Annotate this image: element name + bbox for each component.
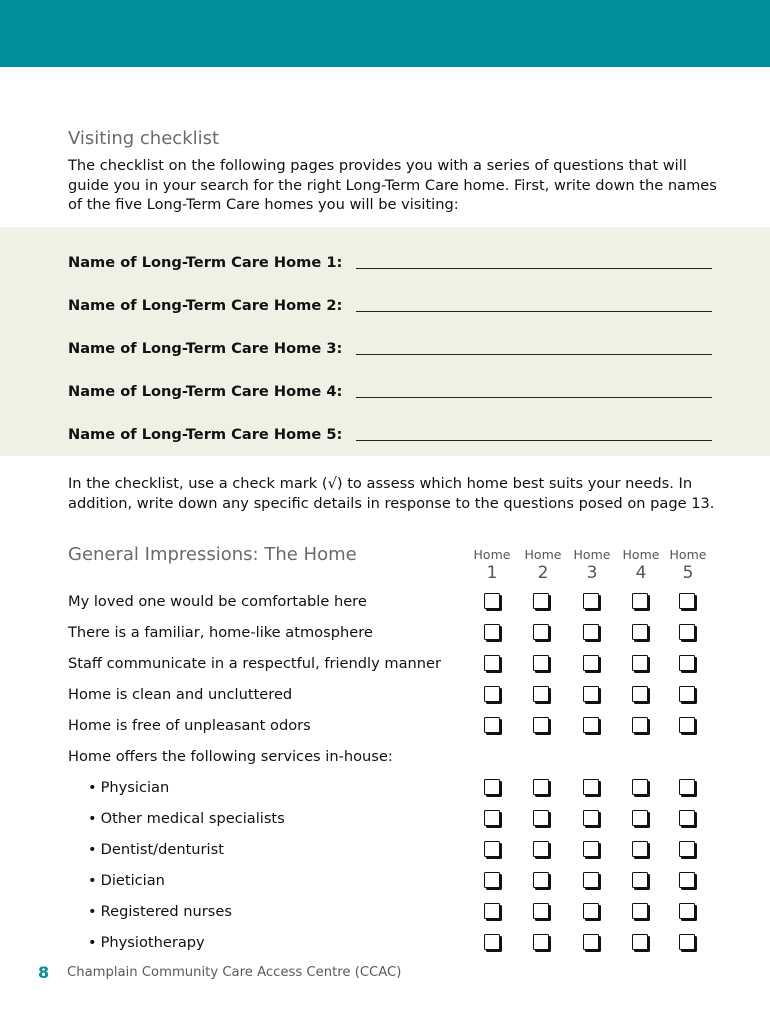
checkbox-home-4[interactable] bbox=[632, 624, 648, 640]
home-name-input-line[interactable] bbox=[356, 440, 712, 441]
checklist-item-label: Registered nurses bbox=[100, 903, 232, 920]
bullet-icon: • bbox=[88, 934, 97, 951]
checkbox-home-3[interactable] bbox=[583, 934, 599, 950]
checklist-item-text bbox=[88, 778, 169, 798]
checkbox-home-1[interactable] bbox=[484, 779, 500, 795]
home-name-label: Name of Long-Term Care Home 5: bbox=[68, 426, 343, 443]
checkbox-home-3[interactable] bbox=[583, 872, 599, 888]
home-column-number: 4 bbox=[635, 563, 647, 583]
checklist-item-label: Home is clean and uncluttered bbox=[68, 686, 293, 703]
checkbox-home-3[interactable] bbox=[583, 841, 599, 857]
checkbox-home-3[interactable] bbox=[583, 903, 599, 919]
checkbox-home-5[interactable] bbox=[679, 624, 695, 640]
checklist-item-text bbox=[68, 592, 367, 612]
home-column-header bbox=[470, 547, 514, 583]
checklist-item-text bbox=[88, 902, 232, 922]
checkbox-home-1[interactable] bbox=[484, 686, 500, 702]
checkbox-home-4[interactable] bbox=[632, 593, 648, 609]
checklist-item-label: Other medical specialists bbox=[100, 810, 285, 827]
home-name-row bbox=[68, 249, 712, 271]
checkbox-home-2[interactable] bbox=[533, 779, 549, 795]
home-name-label: Name of Long-Term Care Home 4: bbox=[68, 383, 343, 400]
home-column-number: 1 bbox=[486, 563, 498, 583]
home-name-row bbox=[68, 421, 712, 443]
intro-paragraph: The checklist on the following pages provides you with a series of questions that will guide you in your search for the right Long-Term Care home. First, write down the names of the five Long-Term Care homes you will be visiting: bbox=[68, 157, 717, 213]
checkbox-home-2[interactable] bbox=[533, 655, 549, 671]
checklist-item-label: Physician bbox=[100, 779, 170, 796]
checkbox-home-5[interactable] bbox=[679, 686, 695, 702]
checkbox-home-5[interactable] bbox=[679, 593, 695, 609]
checkbox-home-5[interactable] bbox=[679, 872, 695, 888]
home-column-word: Home bbox=[622, 547, 660, 562]
checklist-item-label: Dentist/denturist bbox=[100, 841, 224, 858]
checkbox-home-5[interactable] bbox=[679, 903, 695, 919]
checkbox-home-2[interactable] bbox=[533, 903, 549, 919]
checklist-instructions: In the checklist, use a check mark (√) to assess which home best suits your needs. In addition, write down any specific details in response to the questions posed on page 13. bbox=[68, 475, 715, 512]
checkbox-home-1[interactable] bbox=[484, 593, 500, 609]
bullet-icon: • bbox=[88, 810, 97, 827]
checklist-item-text bbox=[68, 747, 393, 767]
bullet-icon: • bbox=[88, 903, 97, 920]
checkbox-home-5[interactable] bbox=[679, 655, 695, 671]
footer-organization: Champlain Community Care Access Centre (CCAC) bbox=[67, 965, 402, 980]
checklist-item-label: Physiotherapy bbox=[100, 934, 205, 951]
checkbox-home-4[interactable] bbox=[632, 686, 648, 702]
checkbox-home-4[interactable] bbox=[632, 934, 648, 950]
section-title: Visiting checklist bbox=[68, 128, 220, 149]
bullet-icon: • bbox=[88, 841, 97, 858]
checklist-item-label: Staff communicate in a respectful, friendly manner bbox=[68, 655, 442, 672]
checklist-item-text bbox=[88, 871, 165, 891]
checkbox-home-1[interactable] bbox=[484, 624, 500, 640]
checkbox-home-2[interactable] bbox=[533, 686, 549, 702]
checkbox-home-4[interactable] bbox=[632, 810, 648, 826]
checkbox-home-3[interactable] bbox=[583, 717, 599, 733]
checklist-item-label: My loved one would be comfortable here bbox=[68, 593, 367, 610]
checkbox-home-3[interactable] bbox=[583, 655, 599, 671]
checklist-heading: General Impressions: The Home bbox=[68, 544, 357, 565]
checklist-item-text bbox=[68, 716, 311, 736]
home-column-header bbox=[666, 547, 710, 583]
checkbox-home-4[interactable] bbox=[632, 903, 648, 919]
home-name-label: Name of Long-Term Care Home 2: bbox=[68, 297, 343, 314]
checklist-item-text bbox=[88, 809, 285, 829]
checkbox-home-5[interactable] bbox=[679, 717, 695, 733]
checkbox-home-1[interactable] bbox=[484, 934, 500, 950]
home-column-word: Home bbox=[573, 547, 611, 562]
header-band bbox=[0, 0, 770, 67]
checkbox-home-4[interactable] bbox=[632, 872, 648, 888]
checkbox-home-4[interactable] bbox=[632, 779, 648, 795]
checklist-item-text bbox=[88, 840, 224, 860]
checklist-item-text bbox=[68, 623, 373, 643]
checkbox-home-2[interactable] bbox=[533, 841, 549, 857]
checkbox-home-1[interactable] bbox=[484, 872, 500, 888]
checklist-item-label: Dietician bbox=[100, 872, 165, 889]
checklist-item-label: Home is free of unpleasant odors bbox=[68, 717, 311, 734]
checkbox-home-3[interactable] bbox=[583, 810, 599, 826]
home-name-row bbox=[68, 292, 712, 314]
checkbox-home-1[interactable] bbox=[484, 903, 500, 919]
checklist-item-label: There is a familiar, home-like atmosphere bbox=[68, 624, 373, 641]
home-name-input-line[interactable] bbox=[356, 268, 712, 269]
checklist-item-label: Home offers the following services in-house: bbox=[68, 748, 393, 765]
checkbox-home-2[interactable] bbox=[533, 624, 549, 640]
checkbox-home-3[interactable] bbox=[583, 593, 599, 609]
checklist-item-text bbox=[68, 654, 441, 674]
home-name-row bbox=[68, 378, 712, 400]
checkbox-home-2[interactable] bbox=[533, 934, 549, 950]
checkbox-home-5[interactable] bbox=[679, 841, 695, 857]
checkbox-home-1[interactable] bbox=[484, 841, 500, 857]
home-column-header bbox=[619, 547, 663, 583]
home-column-number: 3 bbox=[586, 563, 598, 583]
checkbox-home-2[interactable] bbox=[533, 810, 549, 826]
home-column-header bbox=[570, 547, 614, 583]
home-column-word: Home bbox=[524, 547, 562, 562]
home-name-label: Name of Long-Term Care Home 1: bbox=[68, 254, 343, 271]
checkbox-home-5[interactable] bbox=[679, 779, 695, 795]
home-names-panel bbox=[0, 227, 770, 456]
checkbox-home-2[interactable] bbox=[533, 593, 549, 609]
home-name-input-line[interactable] bbox=[356, 354, 712, 355]
checkbox-home-5[interactable] bbox=[679, 810, 695, 826]
checkbox-home-2[interactable] bbox=[533, 717, 549, 733]
home-column-word: Home bbox=[669, 547, 707, 562]
checkbox-home-1[interactable] bbox=[484, 717, 500, 733]
checkbox-home-3[interactable] bbox=[583, 624, 599, 640]
home-column-word: Home bbox=[473, 547, 511, 562]
checkbox-home-4[interactable] bbox=[632, 841, 648, 857]
home-column-header bbox=[521, 547, 565, 583]
bullet-icon: • bbox=[88, 779, 97, 796]
checklist-item-text bbox=[88, 933, 205, 953]
home-name-label: Name of Long-Term Care Home 3: bbox=[68, 340, 343, 357]
bullet-icon: • bbox=[88, 872, 97, 889]
checkbox-home-4[interactable] bbox=[632, 655, 648, 671]
checkbox-home-3[interactable] bbox=[583, 779, 599, 795]
checkbox-home-3[interactable] bbox=[583, 686, 599, 702]
checkbox-home-1[interactable] bbox=[484, 810, 500, 826]
home-column-number: 2 bbox=[537, 563, 549, 583]
checklist-item-text bbox=[68, 685, 292, 705]
checkbox-home-4[interactable] bbox=[632, 717, 648, 733]
checkbox-home-2[interactable] bbox=[533, 872, 549, 888]
checkbox-home-5[interactable] bbox=[679, 934, 695, 950]
checkbox-home-1[interactable] bbox=[484, 655, 500, 671]
home-name-row bbox=[68, 335, 712, 357]
home-name-input-line[interactable] bbox=[356, 397, 712, 398]
home-name-input-line[interactable] bbox=[356, 311, 712, 312]
page-number: 8 bbox=[38, 963, 50, 982]
home-column-number: 5 bbox=[682, 563, 694, 583]
